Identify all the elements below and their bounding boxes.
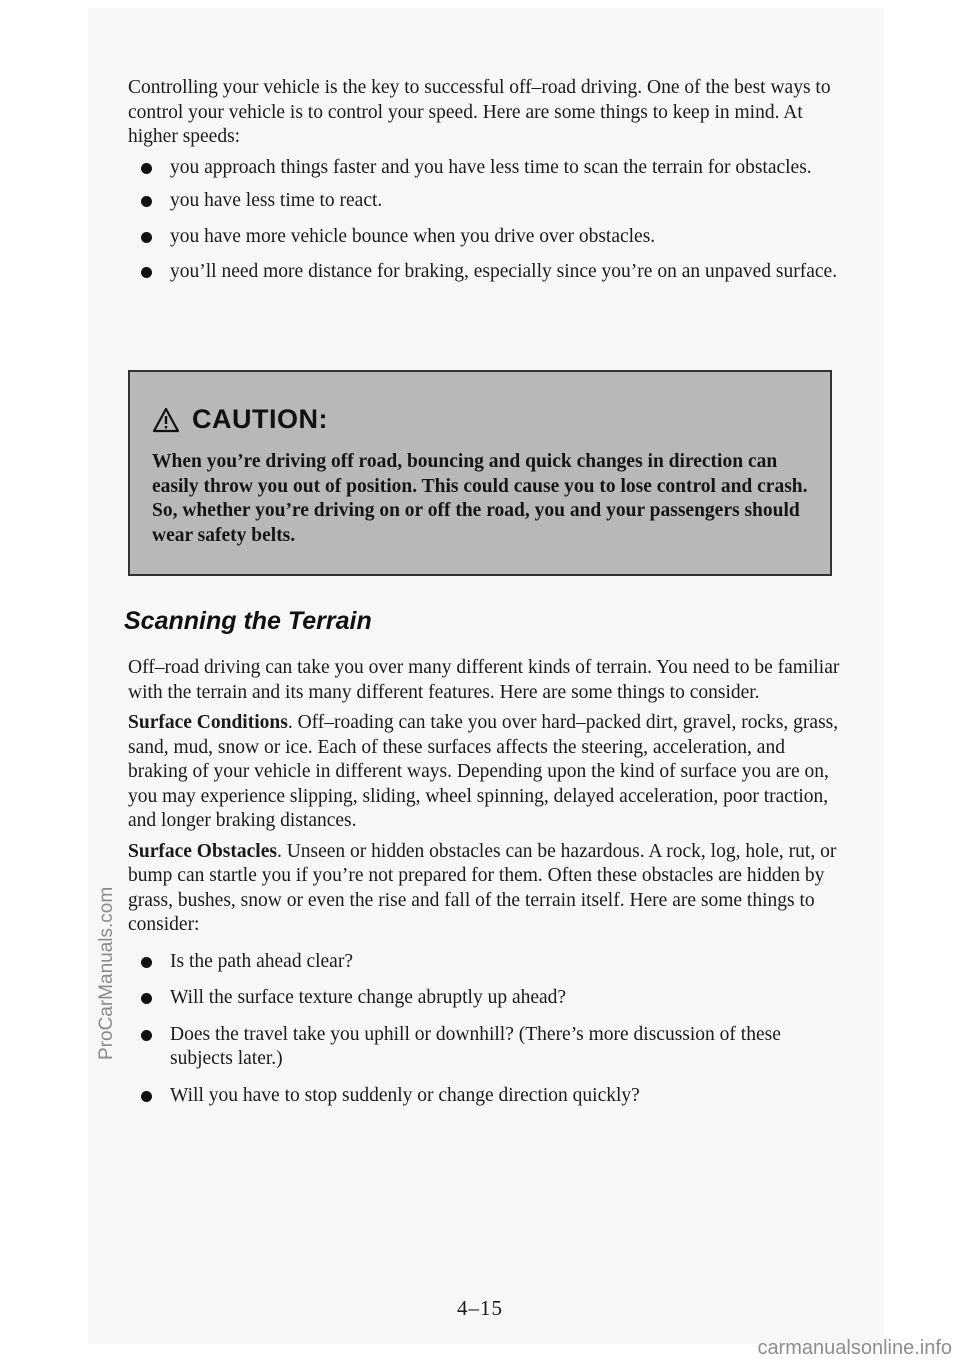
bullet-icon <box>141 993 152 1004</box>
caution-title: CAUTION: <box>192 404 328 434</box>
list-item: Will the surface texture change abruptly up ahead? <box>128 986 840 1011</box>
list-item: Will you have to stop suddenly or change direction quickly? <box>128 1084 840 1109</box>
surface-conditions-paragraph: Surface Conditions. Off–roading can take you over hard–packed dirt, gravel, rocks, grass, sand, mud, snow or ice. Each of these surfaces affects the steering, acceleration, and braking of your vehicle in different ways. Depending upon the kind of surface you are on, you may experience slipping, sliding, wheel spinning, delayed acceleration, poor traction, and longer braking distances. <box>128 712 839 831</box>
bullet-icon <box>141 957 152 968</box>
obstacle-bullet-list <box>128 950 840 1109</box>
list-item: Does the travel take you uphill or downhill? (There’s more discussion of these subjects later.) <box>128 1023 840 1072</box>
footer-watermark: carmanualsonline.info <box>757 1337 952 1359</box>
caution-text: When you’re driving off road, bouncing and quick changes in direction can easily throw you out of position. This could cause you to lose control and crash. So, whether you’re driving on or off the road, you and your passengers should wear safety belts. <box>152 451 808 546</box>
side-watermark: ProCarManuals.com <box>96 886 117 1060</box>
bullet-icon <box>141 163 152 174</box>
bullet-icon <box>141 232 152 243</box>
bullet-icon <box>141 196 152 207</box>
section-heading: Scanning the Terrain <box>124 607 372 635</box>
list-item: you’ll need more distance for braking, especially since you’re on an unpaved surface. <box>128 260 840 285</box>
warning-triangle-icon <box>152 407 180 433</box>
bullet-icon <box>141 1030 152 1041</box>
caution-box <box>128 370 832 576</box>
intro-section <box>128 76 840 285</box>
list-item: you have more vehicle bounce when you drive over obstacles. <box>128 225 840 250</box>
page-number: 4–15 <box>457 1296 503 1320</box>
surface-conditions-term: Surface Conditions <box>128 712 288 733</box>
terrain-section <box>128 656 840 1108</box>
list-item: Is the path ahead clear? <box>128 950 840 975</box>
caution-header <box>152 404 328 435</box>
terrain-intro-paragraph: Off–road driving can take you over many different kinds of terrain. You need to be familiar with the terrain and its many different features. Here are some things to consider. <box>128 657 840 703</box>
intro-paragraph: Controlling your vehicle is the key to successful off–road driving. One of the best ways to control your vehicle is to control your speed. Here are some things to keep in mind. At higher speeds: <box>128 77 831 147</box>
bullet-icon <box>141 267 152 278</box>
list-item: you approach things faster and you have less time to scan the terrain for obstacles. <box>128 156 840 181</box>
surface-obstacles-paragraph: Surface Obstacles. Unseen or hidden obstacles can be hazardous. A rock, log, hole, rut, or bump can startle you if you’re not prepared for them. Often these obstacles are hidden by grass, bushes, snow or even the rise and fall of the terrain itself. Here are some things to consider: <box>128 840 837 935</box>
list-item: you have less time to react. <box>128 189 840 214</box>
speed-bullet-list <box>128 156 840 285</box>
bullet-icon <box>141 1091 152 1102</box>
surface-obstacles-term: Surface Obstacles <box>128 840 277 862</box>
